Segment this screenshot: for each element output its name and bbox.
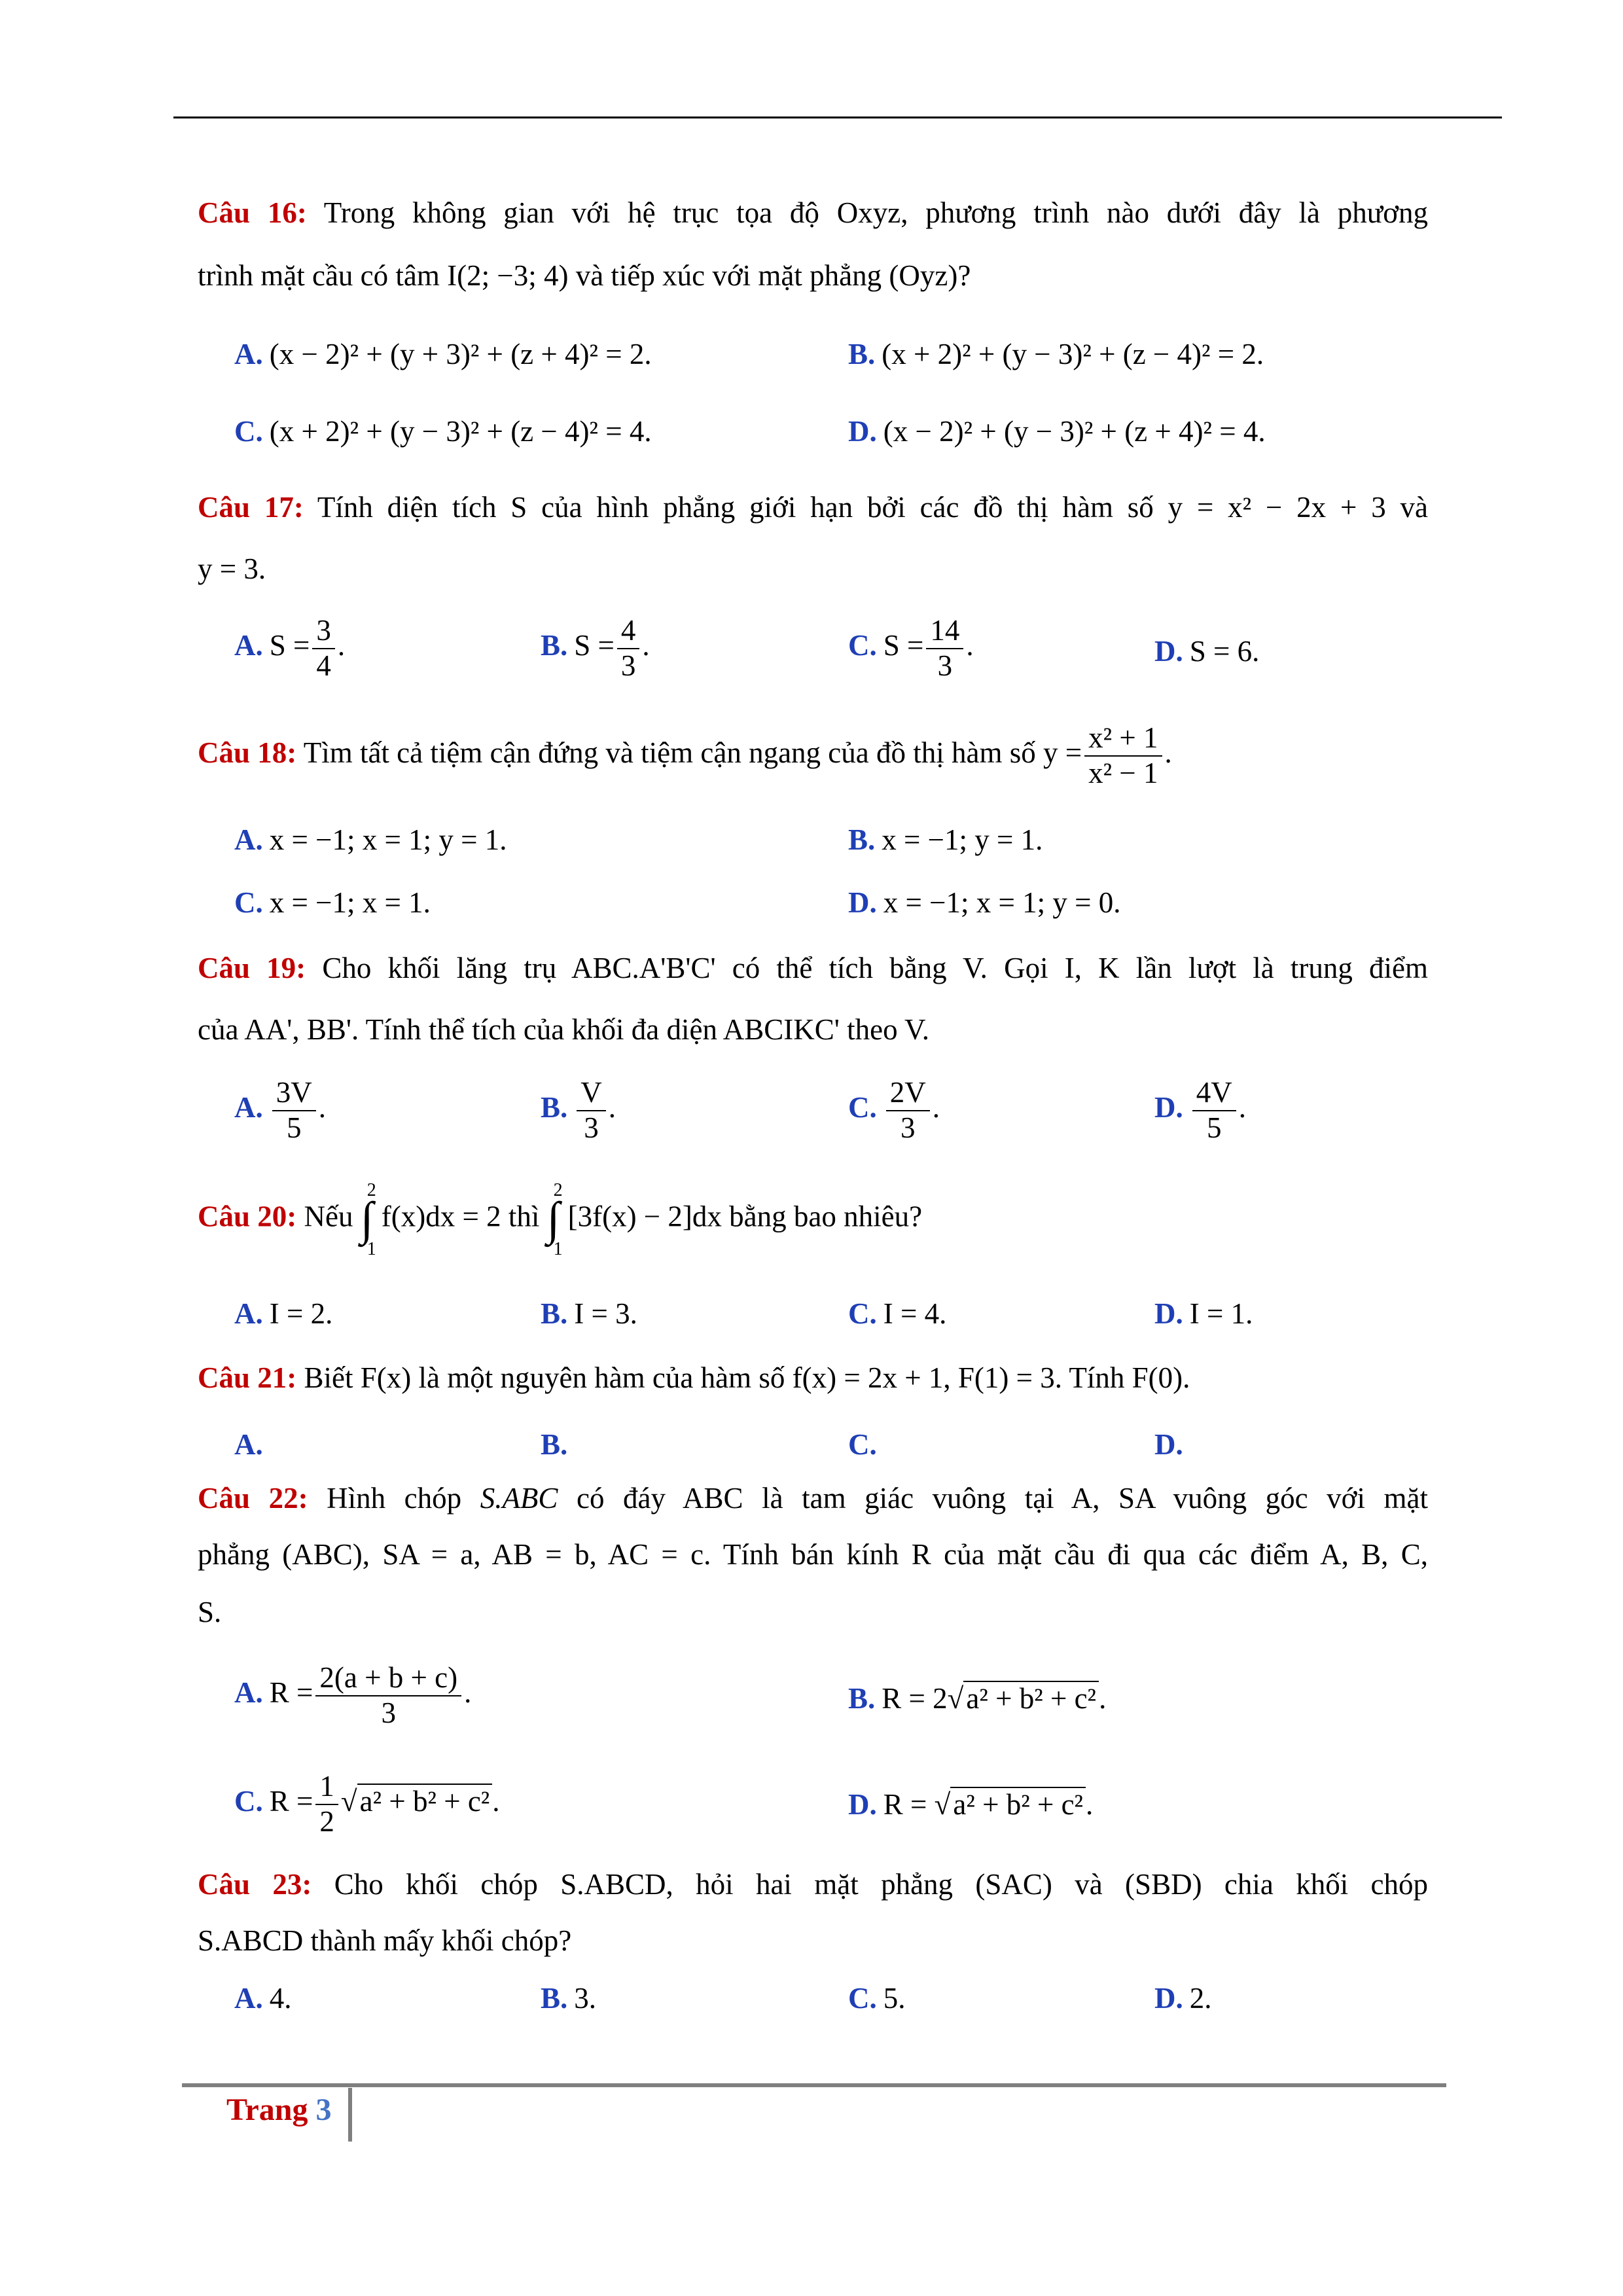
q18-dot: . xyxy=(1164,736,1172,770)
q18-label-a: A. xyxy=(234,823,263,856)
q22-label-b: B. xyxy=(848,1682,876,1715)
q20-int2-lower: 1 xyxy=(553,1239,563,1259)
q17-option-c xyxy=(848,614,974,683)
q18-answer-d: x = −1; x = 1; y = 0. xyxy=(883,886,1121,919)
q19-option-c xyxy=(848,1076,940,1145)
q18-label-d: D. xyxy=(848,886,877,919)
q16-option-a xyxy=(234,336,652,372)
q18-text: Tìm tất cả tiệm cận đứng và tiệm cận ngang của đồ thị hàm số xyxy=(303,736,1036,770)
q22-r-eq-a: R = xyxy=(269,1676,313,1710)
q19-line1 xyxy=(198,950,1428,986)
q17-b-numerator: 4 xyxy=(617,614,640,649)
q22-sqrt-b: √a² + b² + c² xyxy=(948,1681,1099,1716)
q16-line1 xyxy=(198,195,1428,230)
q18-answer-a: x = −1; x = 1; y = 1. xyxy=(269,823,507,856)
q19-c-numerator: 2V xyxy=(886,1076,930,1111)
q21-number: Câu 21: xyxy=(198,1361,297,1394)
q21-line1 xyxy=(198,1360,1190,1395)
q22-r-eq-b: R = xyxy=(882,1682,925,1715)
q22-c-dot: . xyxy=(492,1785,500,1818)
q22-text1-a: Hình chóp xyxy=(327,1482,462,1515)
q19-c-dot: . xyxy=(932,1091,940,1124)
q22-label-d: D. xyxy=(848,1788,877,1821)
q21-label-b: B. xyxy=(541,1428,568,1461)
q19-fraction-d xyxy=(1192,1076,1236,1145)
q17-s-eq-b: S = xyxy=(574,629,615,662)
q18-fraction xyxy=(1084,721,1162,791)
q22-a-dot: . xyxy=(464,1676,472,1710)
q22-text3: S. xyxy=(198,1596,222,1628)
q19-c-denominator: 3 xyxy=(901,1111,916,1144)
q19-option-b xyxy=(541,1076,616,1145)
q21-label-d: D. xyxy=(1154,1428,1183,1461)
q19-b-denominator: 3 xyxy=(584,1111,599,1144)
q23-label-b: B. xyxy=(541,1982,568,2015)
q20-label-a: A. xyxy=(234,1297,263,1330)
q19-d-dot: . xyxy=(1238,1091,1246,1124)
q16-text1: Trong không gian với hệ trục tọa độ Oxyz, phương trình nào dưới đây là phương xyxy=(323,196,1428,229)
q19-b-numerator: V xyxy=(577,1076,606,1111)
q20-tail: bằng bao nhiêu? xyxy=(729,1200,923,1233)
q16-answer-b: (x + 2)² + (y − 3)² + (z − 4)² = 2. xyxy=(882,338,1264,370)
q23-line2 xyxy=(198,1923,1428,1958)
q17-line2 xyxy=(198,551,1428,586)
q17-c-numerator: 14 xyxy=(926,614,963,649)
q17-line1 xyxy=(198,490,1428,525)
q23-text1: Cho khối chóp S.ABCD, hỏi hai mặt phẳng (SAC) và (SBD) chia khối chóp xyxy=(334,1868,1429,1901)
q23-answer-c: 5. xyxy=(883,1982,906,2015)
q20-integral-2 xyxy=(546,1180,565,1259)
q19-fraction-b xyxy=(577,1076,606,1145)
q17-s-eq-a: S = xyxy=(269,629,310,662)
q23-label-d: D. xyxy=(1154,1982,1183,2015)
q22-b-coef: 2 xyxy=(933,1682,948,1715)
q20-answer-a: I = 2. xyxy=(269,1297,333,1330)
q22-option-b xyxy=(848,1681,1106,1716)
q16-option-c xyxy=(234,414,652,449)
q17-answer-d: S = 6. xyxy=(1189,635,1260,668)
q17-text1: Tính diện tích S của hình phẳng giới hạn bởi các đồ thị hàm số y = x² − 2x + 3 và xyxy=(317,491,1428,524)
q18-option-a xyxy=(234,822,507,857)
q21-option-c xyxy=(848,1427,883,1462)
q22-c-numerator: 1 xyxy=(315,1770,338,1805)
q22-text2: phẳng (ABC), SA = a, AB = b, AC = c. Tính bán kính R của mặt cầu đi qua các điểm A, B, C, xyxy=(198,1538,1428,1571)
q22-fraction-a xyxy=(315,1661,461,1731)
q22-radicand-b: a² + b² + c² xyxy=(963,1681,1099,1715)
q22-b-dot: . xyxy=(1099,1682,1107,1715)
q18-answer-b: x = −1; y = 1. xyxy=(882,823,1043,856)
q20-word-neu: Nếu xyxy=(304,1200,353,1233)
q19-text1: Cho khối lăng trụ ABC.A'B'C' có thể tích bằng V. Gọi I, K lần lượt là trung điểm xyxy=(322,952,1429,984)
footer-divider xyxy=(348,2088,352,2142)
q20-option-a xyxy=(234,1296,332,1331)
q19-b-dot: . xyxy=(608,1091,616,1124)
q19-option-d xyxy=(1154,1076,1246,1145)
q16-option-b xyxy=(848,336,1264,372)
q22-a-denominator: 3 xyxy=(381,1696,396,1729)
q19-fraction-a xyxy=(272,1076,316,1145)
q17-b-denominator: 3 xyxy=(620,649,636,682)
q17-fraction-b xyxy=(617,614,640,683)
q16-answer-c: (x + 2)² + (y − 3)² + (z − 4)² = 4. xyxy=(269,415,652,448)
q23-option-a xyxy=(234,1981,292,2016)
q18-numerator: x² + 1 xyxy=(1084,721,1162,757)
q22-d-dot: . xyxy=(1086,1788,1094,1821)
q16-option-d xyxy=(848,414,1266,449)
q22-a-numerator: 2(a + b + c) xyxy=(315,1661,461,1696)
q18-y-eq: y = xyxy=(1043,736,1082,770)
q17-a-denominator: 4 xyxy=(316,649,331,682)
q16-answer-a: (x − 2)² + (y + 3)² + (z + 4)² = 2. xyxy=(269,338,652,370)
q23-option-d xyxy=(1154,1981,1212,2016)
q18-denominator: x² − 1 xyxy=(1088,756,1158,789)
q17-s-eq-c: S = xyxy=(883,629,924,662)
q17-fraction-c xyxy=(926,614,963,683)
q21-option-b xyxy=(541,1427,574,1462)
q20-int2-sign: ∫ xyxy=(546,1193,560,1245)
q19-number: Câu 19: xyxy=(198,952,306,984)
q21-label-a: A. xyxy=(234,1428,263,1461)
q19-a-denominator: 5 xyxy=(287,1111,302,1144)
q23-line1 xyxy=(198,1867,1428,1902)
q23-option-b xyxy=(541,1981,596,2016)
q22-radicand-d: a² + b² + c² xyxy=(950,1787,1086,1821)
q17-text2: y = 3. xyxy=(198,552,266,585)
q21-option-d xyxy=(1154,1427,1190,1462)
q23-option-c xyxy=(848,1981,906,2016)
q22-fraction-c xyxy=(315,1770,338,1839)
q16-text2: trình mặt cầu có tâm I(2; −3; 4) và tiếp xúc với mặt phẳng (Oyz)? xyxy=(198,259,971,292)
q17-number: Câu 17: xyxy=(198,491,304,524)
q17-c-dot: . xyxy=(966,629,974,662)
q17-label-d: D. xyxy=(1154,635,1183,668)
q22-option-a xyxy=(234,1661,471,1731)
q17-a-dot: . xyxy=(337,629,346,662)
q22-r-eq-d: R = xyxy=(883,1788,927,1821)
q20-answer-c: I = 4. xyxy=(883,1297,947,1330)
q22-option-c xyxy=(234,1770,500,1839)
q16-number: Câu 16: xyxy=(198,196,307,229)
q20-answer-d: I = 1. xyxy=(1189,1297,1253,1330)
q22-sqrt-c: √a² + b² + c² xyxy=(341,1784,492,1819)
q20-line1 xyxy=(198,1180,923,1259)
q22-option-d xyxy=(848,1787,1093,1822)
q20-label-b: B. xyxy=(541,1297,568,1330)
q22-line2 xyxy=(198,1537,1428,1572)
q17-label-b: B. xyxy=(541,629,568,662)
q22-line3 xyxy=(198,1594,1428,1630)
q19-option-a xyxy=(234,1076,326,1145)
page-number xyxy=(226,2092,331,2128)
q22-label-c: C. xyxy=(234,1785,263,1818)
q23-label-c: C. xyxy=(848,1982,877,2015)
q21-text: Biết F(x) là một nguyên hàm của hàm số f(x) = 2x + 1, F(1) = 3. Tính F(0). xyxy=(304,1361,1190,1394)
q20-int1-sign: ∫ xyxy=(360,1193,374,1245)
q19-fraction-c xyxy=(886,1076,930,1145)
page-word: Trang xyxy=(226,2092,308,2127)
q22-number: Câu 22: xyxy=(198,1482,308,1515)
q22-label-a: A. xyxy=(234,1676,263,1710)
header-rule xyxy=(173,117,1502,118)
q20-number: Câu 20: xyxy=(198,1200,297,1233)
q22-radicand-c: a² + b² + c² xyxy=(357,1784,493,1818)
q18-label-b: B. xyxy=(848,823,876,856)
q19-d-numerator: 4V xyxy=(1192,1076,1236,1111)
q23-answer-a: 4. xyxy=(269,1982,292,2015)
q20-expr1: f(x)dx = 2 xyxy=(381,1200,501,1233)
q16-label-d: D. xyxy=(848,415,877,448)
q19-a-numerator: 3V xyxy=(272,1076,316,1111)
q19-d-denominator: 5 xyxy=(1207,1111,1222,1144)
q19-text2: của AA', BB'. Tính thể tích của khối đa diện ABCIKC' theo V. xyxy=(198,1013,929,1046)
q19-line2 xyxy=(198,1012,1428,1047)
q18-number: Câu 18: xyxy=(198,736,297,770)
q16-line2 xyxy=(198,258,1428,293)
q23-answer-b: 3. xyxy=(574,1982,597,2015)
q21-label-c: C. xyxy=(848,1428,877,1461)
q19-label-a: A. xyxy=(234,1091,263,1124)
q18-answer-c: x = −1; x = 1. xyxy=(269,886,431,919)
q23-answer-d: 2. xyxy=(1189,1982,1212,2015)
q19-label-b: B. xyxy=(541,1091,568,1124)
q20-option-c xyxy=(848,1296,946,1331)
q19-a-dot: . xyxy=(318,1091,326,1124)
q20-integral-1 xyxy=(360,1180,379,1259)
q23-text2: S.ABCD thành mấy khối chóp? xyxy=(198,1924,572,1957)
q17-b-dot: . xyxy=(642,629,650,662)
q22-c-denominator: 2 xyxy=(319,1804,334,1838)
q19-label-d: D. xyxy=(1154,1091,1183,1124)
q20-int2-upper: 2 xyxy=(553,1180,563,1200)
q17-a-numerator: 3 xyxy=(312,614,335,649)
footer-rule xyxy=(182,2083,1446,2087)
q17-label-a: A. xyxy=(234,629,263,662)
q18-option-c xyxy=(234,885,431,920)
q23-number: Câu 23: xyxy=(198,1868,312,1901)
q18-line1 xyxy=(198,721,1172,791)
q16-answer-d: (x − 2)² + (y − 3)² + (z + 4)² = 4. xyxy=(883,415,1266,448)
q20-option-d xyxy=(1154,1296,1253,1331)
q18-label-c: C. xyxy=(234,886,263,919)
q20-label-c: C. xyxy=(848,1297,877,1330)
q17-option-a xyxy=(234,614,345,683)
q23-label-a: A. xyxy=(234,1982,263,2015)
q16-label-c: C. xyxy=(234,415,263,448)
q22-sqrt-d: √a² + b² + c² xyxy=(935,1787,1086,1822)
q20-option-b xyxy=(541,1296,637,1331)
q16-label-b: B. xyxy=(848,338,876,370)
q17-option-b xyxy=(541,614,650,683)
q17-fraction-a xyxy=(312,614,335,683)
q20-label-d: D. xyxy=(1154,1297,1183,1330)
q22-r-eq-c: R = xyxy=(269,1785,313,1818)
q21-option-a xyxy=(234,1427,270,1462)
q20-int1-lower: 1 xyxy=(366,1239,376,1259)
q17-c-denominator: 3 xyxy=(937,649,953,682)
q22-line1 xyxy=(198,1480,1428,1516)
q20-answer-b: I = 3. xyxy=(574,1297,637,1330)
q22-text1-italic: S.ABC xyxy=(480,1482,558,1515)
q20-word-thi: thì xyxy=(508,1200,540,1233)
q18-option-b xyxy=(848,822,1043,857)
q19-label-c: C. xyxy=(848,1091,877,1124)
page-value: 3 xyxy=(315,2092,332,2127)
q20-expr2: [3f(x) − 2]dx xyxy=(567,1200,722,1233)
q17-label-c: C. xyxy=(848,629,877,662)
q17-option-d xyxy=(1154,634,1259,669)
q22-text1-b: có đáy ABC là tam giác vuông tại A, SA vuông góc với mặt xyxy=(576,1482,1428,1515)
q16-label-a: A. xyxy=(234,338,263,370)
q18-option-d xyxy=(848,885,1121,920)
q20-int1-upper: 2 xyxy=(366,1180,376,1200)
